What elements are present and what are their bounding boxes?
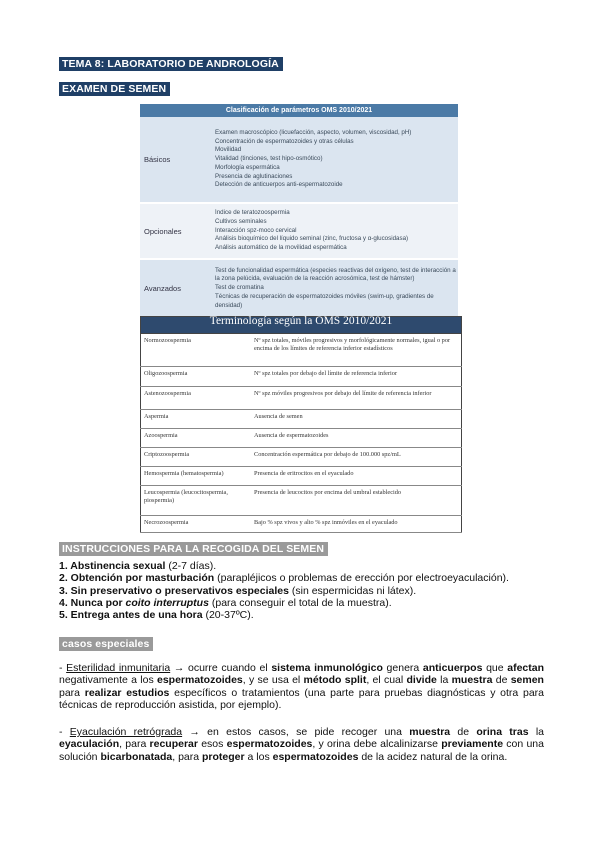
- parameter-item: • Test de cromatina: [215, 284, 457, 293]
- parameter-item: • Concentración de espermatozoides y otras células: [215, 138, 457, 147]
- parameter-item: • Análisis bioquímico del líquido seminal (zinc, fructosa y α-glucosidasa): [215, 235, 457, 244]
- term-cell: Necrozoospermia: [141, 516, 252, 533]
- definition-cell: Ausencia de espermatozoides: [251, 429, 462, 448]
- parameter-item: • Detección de anticuerpos anti-espermatozoide: [215, 181, 457, 190]
- category-label: Opcionales: [140, 203, 200, 259]
- parameters-table-title: Clasificación de parámetros OMS 2010/2021: [140, 104, 458, 117]
- instruction-item: [59, 585, 544, 597]
- definition-cell: Nº spz totales, móviles progresivos y morfológicamente normales, igual o por encima de los límites de referencia inferior estadísticos: [251, 334, 462, 367]
- definition-cell: Presencia de leucocitos por encima del umbral establecido: [251, 486, 462, 516]
- parameter-item: • Cultivos seminales: [215, 218, 457, 227]
- term-cell: Normozoospermia: [141, 334, 252, 367]
- instruction-item: [59, 597, 544, 609]
- term-cell: Aspermia: [141, 410, 252, 429]
- section-heading-examen: EXAMEN DE SEMEN: [59, 82, 170, 96]
- instruction-text: (parapléjicos o problemas de erección por electroeyaculación).: [214, 572, 509, 585]
- parameter-item: • Técnicas de recuperación de espermatozoides móviles (swim-up, gradientes de densidad): [215, 293, 457, 311]
- parameter-item: • Interacción spz-moco cervical: [215, 227, 457, 236]
- parameter-item: • Análisis automático de la movilidad espermática: [215, 244, 457, 253]
- parameter-item: • Morfología espermática: [215, 164, 457, 173]
- term-cell: Hemospermia (hematospermia): [141, 467, 252, 486]
- category-label: Básicos: [140, 117, 200, 203]
- definition-cell: Ausencia de semen: [251, 410, 462, 429]
- instruction-bold: 3. Sin preservativo o preservativos especiales: [59, 584, 289, 597]
- definition-cell: Nº spz totales por debajo del límite de referencia inferior: [251, 367, 462, 387]
- instruction-italic: coito interruptus: [125, 596, 209, 609]
- definition-cell: Nº spz móviles progresivos por debajo del límite de referencia inferior: [251, 387, 462, 410]
- instruction-item: [59, 609, 544, 621]
- parameter-item: • Vitalidad (tinciones, test hipo-osmótico): [215, 155, 457, 164]
- category-label: Avanzados: [140, 259, 200, 317]
- instruction-text: (sin espermicidas ni látex).: [288, 584, 417, 597]
- instruction-item: [59, 560, 544, 572]
- instruction-bold: 4. Nunca por: [59, 596, 126, 609]
- definition-cell: Concentración espermática por debajo de 100.000 spz/mL: [251, 448, 462, 467]
- term-cell: Astenozoospermia: [141, 387, 252, 410]
- definition-cell: Bajo % spz vivos y alto % spz inmóviles en el eyaculado: [251, 516, 462, 533]
- term-cell: Leucospermia (leucocitospermia, piospermia): [141, 486, 252, 516]
- instruction-item: [59, 572, 544, 584]
- instruction-bold: 2. Obtención por masturbación: [59, 572, 215, 585]
- section-heading-instrucciones: INSTRUCCIONES PARA LA RECOGIDA DEL SEMEN: [59, 542, 328, 556]
- definition-cell: Presencia de eritrocitos en el eyaculado: [251, 467, 462, 486]
- instruction-bold: 1. Abstinencia sexual: [59, 560, 166, 572]
- terminology-table: [140, 316, 462, 533]
- term-cell: Criptozoospermia: [141, 448, 252, 467]
- parameter-item: • Presencia de aglutinaciones: [215, 173, 457, 182]
- parameter-item: • Examen macroscópico (licuefacción, aspecto, volumen, viscosidad, pH): [215, 129, 457, 138]
- term-cell: Azoospermia: [141, 429, 252, 448]
- instruction-bold: 5. Entrega antes de una hora: [59, 609, 203, 622]
- instruction-text: (20-37ºC).: [202, 609, 254, 622]
- paragraph-eyaculacion: - Eyaculación retrógrada → en estos casos, se pide recoger una muestra de orina tras la eyaculación, para recuperar esos espermatozoides, y orina debe alcalinizarse previamente con una solución bicarbonatada, para proteger a los espermatozoides de la acidez natural de la orina.: [59, 726, 545, 763]
- term-esterilidad: Esterilidad inmunitaria: [66, 662, 171, 674]
- instruction-text: (2-7 días).: [165, 560, 217, 572]
- term-cell: Oligozoospermia: [141, 367, 252, 387]
- parameter-item: • Índice de teratozoospermia: [215, 209, 457, 218]
- paragraph-esterilidad: - Esterilidad inmunitaria → ocurre cuando el sistema inmunológico genera anticuerpos que afectan negativamente a los espermatozoides, y se usa el método split, el cual divide la muestra de semen para realizar estudios específicos o tratamientos (una parte para pruebas diagnósticas y otra para técnicas de reproducción asistida, por ejemplo).: [59, 662, 545, 711]
- section-heading-casos: casos especiales: [59, 637, 153, 651]
- parameter-item: • Movilidad: [215, 146, 457, 155]
- instructions-list: [59, 560, 544, 621]
- parameters-table: [140, 104, 458, 317]
- terminology-table-title: Terminología según la OMS 2010/2021: [141, 317, 462, 334]
- parameter-item: • Test de funcionalidad espermática (especies reactivas del oxígeno, test de interacción a la zona pelúcida, evaluación de la reacción acrosómica, test de hámster): [215, 267, 457, 285]
- term-eyaculacion: Eyaculación retrógrada: [69, 726, 183, 738]
- topic-title: TEMA 8: LABORATORIO DE ANDROLOGÍA: [59, 57, 283, 71]
- instruction-text: (para conseguir el total de la muestra).: [208, 596, 392, 609]
